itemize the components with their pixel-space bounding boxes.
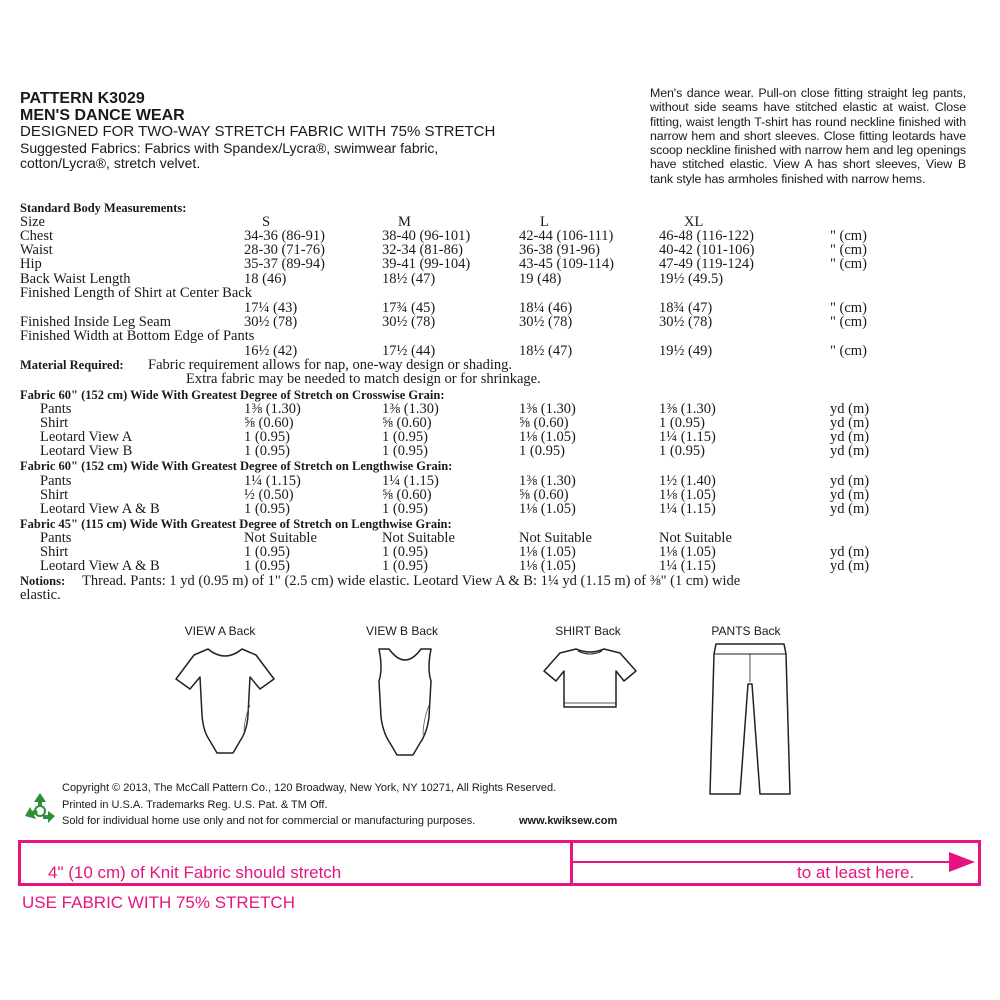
view-b-leotard-illustration <box>365 645 445 775</box>
table-row: Chest 34-36 (86-91) 38-40 (96-101) 42-44 (106-111) 46-48 (116-122) " (cm) <box>20 228 867 244</box>
table-row: Shirt ½ (0.50) ⅝ (0.60) ⅝ (0.60) 1⅛ (1.05) yd (m) <box>40 487 870 503</box>
material-required: Material Required: Fabric requirement allows for nap, one-way design or shading. <box>20 357 513 373</box>
table-row: 17¼ (43) 17¾ (45) 18¼ (46) 18¾ (47) " (cm) <box>244 300 867 316</box>
notions: Notions: Thread. Pants: 1 yd (0.95 m) of 1" (2.5 cm) wide elastic. Leotard View A & B: 1¼ yd (1.15 m) of ⅜" (1 cm) wide <box>20 573 741 589</box>
size-m: M <box>398 214 411 230</box>
pattern-subtitle: MEN'S DANCE WEAR <box>20 107 185 124</box>
table-row: Pants 1¼ (1.15) 1¼ (1.15) 1⅜ (1.30) 1½ (1.40) yd (m) <box>40 473 870 489</box>
table-row: Leotard View A & B 1 (0.95) 1 (0.95) 1⅛ (1.05) 1¼ (1.15) yd (m) <box>40 501 870 517</box>
size-xl: XL <box>684 214 704 230</box>
shirt-illustration <box>540 645 640 715</box>
stretch-arrow-icon <box>573 850 979 874</box>
table-row: 16½ (42) 17½ (44) 18½ (47) 19½ (49) " (cm) <box>244 343 867 359</box>
designed-for-text: DESIGNED FOR TWO-WAY STRETCH FABRIC WITH 75% STRETCH <box>20 123 496 140</box>
website-link[interactable]: www.kwiksew.com <box>519 815 618 827</box>
table-row: Pants Not Suitable Not Suitable Not Suitable Not Suitable <box>40 530 732 546</box>
table-row: Shirt 1 (0.95) 1 (0.95) 1⅛ (1.05) 1⅛ (1.05) yd (m) <box>40 544 870 560</box>
table-row: Pants 1⅜ (1.30) 1⅜ (1.30) 1⅜ (1.30) 1⅜ (1.30) yd (m) <box>40 401 870 417</box>
pattern-description: Men's dance wear. Pull-on close fitting straight leg pants, without side seams have stitched elastic at waist. Close fitting, waist length T-shirt has round neckline finished with narrow hem and short sleeves. Close fitting leotards have scoop neckline finished with narrow hem and leg openings have stitched elastic. View A has short sleeves, View B tank style has armholes finished with narrow hems. <box>650 86 966 186</box>
table-row: Leotard View A 1 (0.95) 1 (0.95) 1⅛ (1.05) 1¼ (1.15) yd (m) <box>40 429 870 445</box>
shirt-label: SHIRT Back <box>555 624 621 638</box>
material-label: Material Required: <box>20 358 124 372</box>
pants-width-label: Finished Width at Bottom Edge of Pants <box>20 328 255 344</box>
view-b-label: VIEW B Back <box>365 624 439 638</box>
copyright-text: Copyright © 2013, The McCall Pattern Co., 120 Broadway, New York, NY 10271, All Rights Reserved. <box>62 782 557 794</box>
sold-for-text: Sold for individual home use only and not for commercial or manufacturing purposes. <box>62 815 476 827</box>
fabric-group-heading: Fabric 45" (115 cm) Wide With Greatest Degree of Stretch on Lengthwise Grain: <box>20 517 452 531</box>
table-row: Finished Inside Leg Seam 30½ (78) 30½ (78) 30½ (78) 30½ (78) " (cm) <box>20 314 867 330</box>
table-row: Hip 35-37 (89-94) 39-41 (99-104) 43-45 (109-114) 47-49 (119-124) " (cm) <box>20 256 867 272</box>
table-row: Leotard View A & B 1 (0.95) 1 (0.95) 1⅛ (1.05) 1¼ (1.15) yd (m) <box>40 558 870 574</box>
suggested-fabrics-line-2: cotton/Lycra®, stretch velvet. <box>20 155 201 171</box>
view-a-label: VIEW A Back <box>184 624 256 638</box>
measurements-heading: Standard Body Measurements: <box>20 201 187 215</box>
shirt-length-label: Finished Length of Shirt at Center Back <box>20 285 252 301</box>
table-row: Leotard View B 1 (0.95) 1 (0.95) 1 (0.95) 1 (0.95) yd (m) <box>40 443 870 459</box>
stretch-gauge-right-text: to at least here. <box>797 863 915 882</box>
printed-text: Printed in U.S.A. Trademarks Reg. U.S. Pat. & TM Off. <box>62 799 328 811</box>
suggested-fabrics-line-1: Suggested Fabrics: Fabrics with Spandex/Lycra®, swimwear fabric, <box>20 140 439 156</box>
notions-label: Notions: <box>20 574 66 588</box>
stretch-warning: USE FABRIC WITH 75% STRETCH <box>22 893 295 912</box>
table-row: Shirt ⅝ (0.60) ⅝ (0.60) ⅝ (0.60) 1 (0.95) yd (m) <box>40 415 870 431</box>
view-a-leotard-illustration <box>170 645 280 775</box>
size-l: L <box>540 214 549 230</box>
fabric-group-heading: Fabric 60" (152 cm) Wide With Greatest Degree of Stretch on Lengthwise Grain: <box>20 459 453 473</box>
recycle-icon <box>22 790 58 826</box>
table-row: Waist 28-30 (71-76) 32-34 (81-86) 36-38 (91-96) 40-42 (101-106) " (cm) <box>20 242 867 258</box>
pants-illustration <box>700 640 800 800</box>
size-label: Size <box>20 214 45 230</box>
stretch-gauge-left-text: 4" (10 cm) of Knit Fabric should stretch <box>48 863 342 882</box>
fabric-group-heading: Fabric 60" (152 cm) Wide With Greatest Degree of Stretch on Crosswise Grain: <box>20 388 445 402</box>
pattern-title: PATTERN K3029 <box>20 90 145 107</box>
pants-label: PANTS Back <box>711 624 781 638</box>
size-s: S <box>262 214 271 230</box>
table-row: Back Waist Length 18 (46) 18½ (47) 19 (48) 19½ (49.5) <box>20 271 724 287</box>
